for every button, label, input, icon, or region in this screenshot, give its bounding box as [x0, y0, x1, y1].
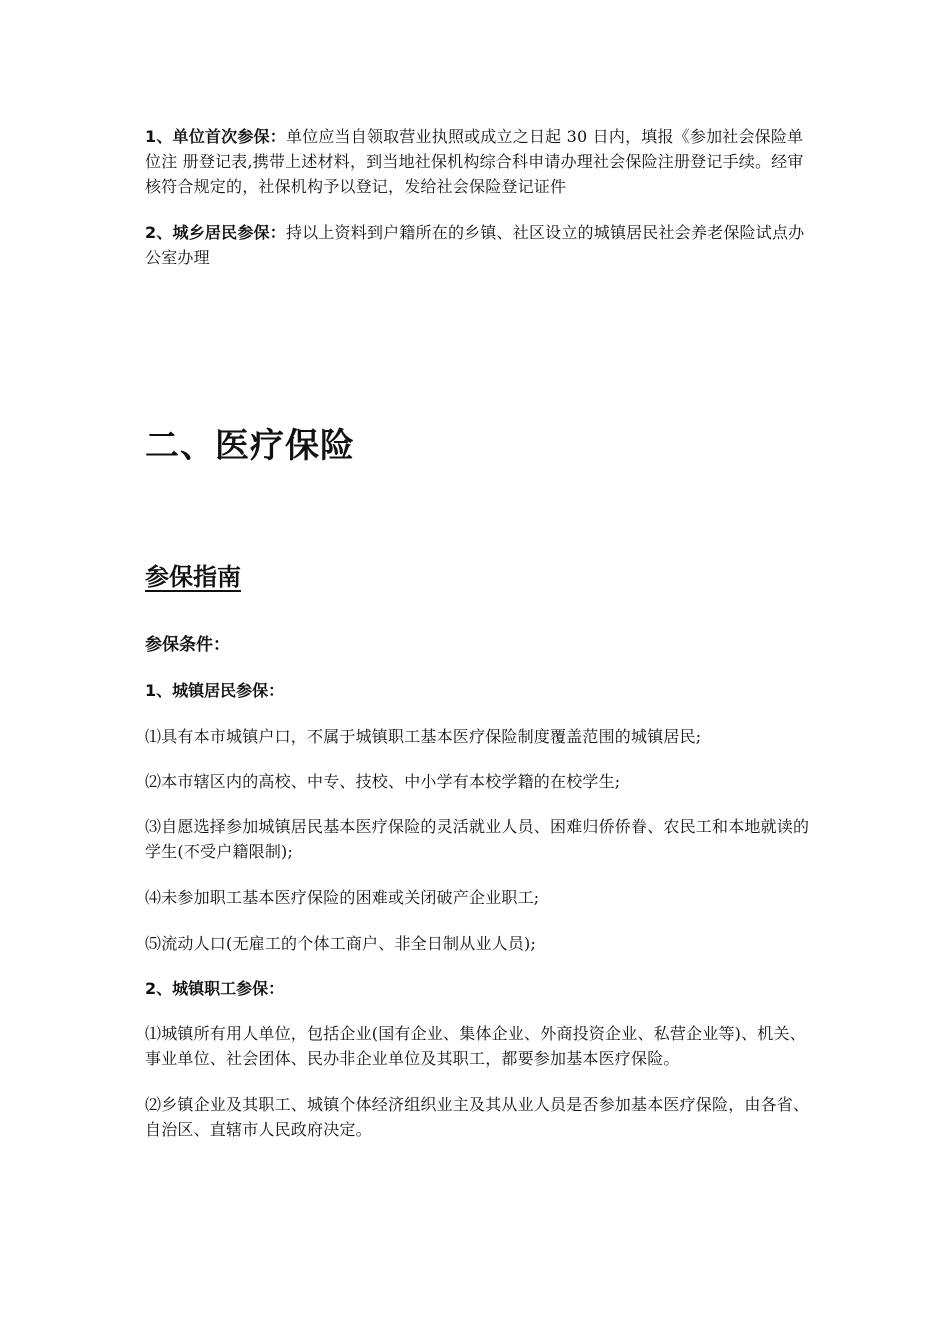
item-text: 单位应当自领取营业执照或成立之日起 30 日内，填报《参加社会保险单位注 册登记表,携带上述材料，到当地社保机构综合科申请办理社会保险注册登记手续。经审核符合规定的，社保机构予以登记，发给社会保险登记证件 [145, 127, 804, 196]
list-item: ⑶自愿选择参加城镇居民基本医疗保险的灵活就业人员、困难归侨侨眷、农民工和本地就读的学生(不受户籍限制); [145, 817, 810, 861]
guide-title: 参保指南 [145, 563, 241, 591]
group-title-urban-residents: 1、城镇居民参保： [145, 681, 285, 700]
item-text: 持以上资料到户籍所在的乡镇、社区设立的城镇居民社会养老保险试点办公室办理 [145, 223, 805, 267]
list-item: ⑵乡镇企业及其职工、城镇个体经济组织业主及其从业人员是否参加基本医疗保险，由各省、自治区、直辖市人民政府决定。 [145, 1095, 810, 1139]
list-item: ⑴具有本市城镇户口，不属于城镇职工基本医疗保险制度覆盖范围的城镇居民; [145, 727, 702, 746]
item-label: 2、城乡居民参保： [145, 223, 286, 242]
paragraph-urban-rural-enrollment [145, 220, 810, 270]
list-item: ⑷未参加职工基本医疗保险的困难或关闭破产企业职工; [145, 888, 540, 907]
document-page [145, 124, 810, 1142]
section-title: 二、医疗保险 [145, 426, 355, 466]
list-item: ⑴城镇所有用人单位，包括企业(国有企业、集体企业、外商投资企业、私营企业等)、机关、事业单位、社会团体、民办非企业单位及其职工，都要参加基本医疗保险。 [145, 1024, 806, 1068]
paragraph-unit-first-enrollment [145, 124, 810, 199]
conditions-title: 参保条件： [145, 635, 230, 655]
list-item: ⑵本市辖区内的高校、中专、技校、中小学有本校学籍的在校学生; [145, 772, 621, 791]
list-item: ⑸流动人口(无雇工的个体工商户、非全日制从业人员); [145, 934, 537, 953]
item-label: 1、单位首次参保： [145, 127, 286, 146]
group-title-urban-employees: 2、城镇职工参保： [145, 979, 285, 998]
